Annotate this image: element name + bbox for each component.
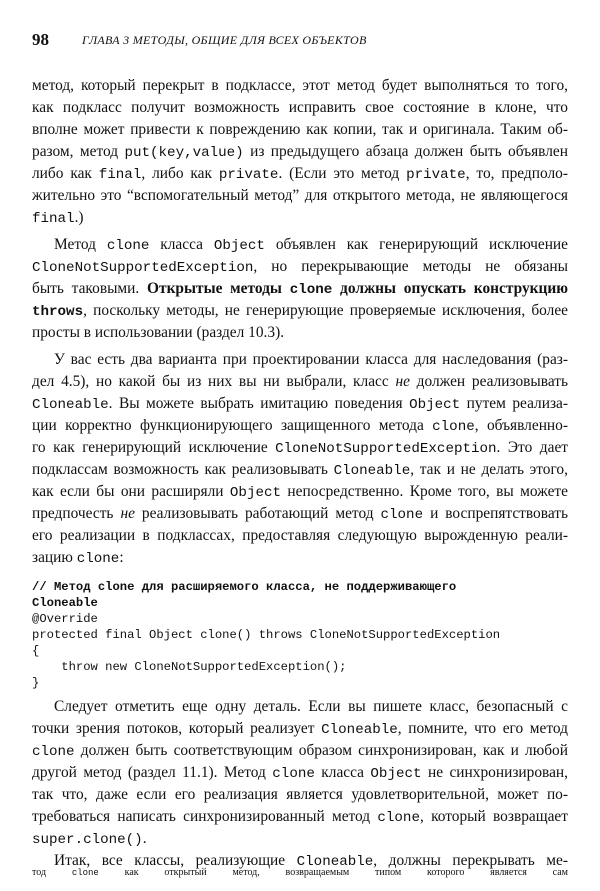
inline-code: super.clone()	[32, 832, 143, 848]
text-line: зацию clone:	[32, 549, 124, 567]
code-line: protected final Object clone() throws CloneNotSupportedException	[32, 628, 501, 642]
inline-code: Object	[229, 485, 282, 501]
text-line: тод clone как открытый метод, возвращаемым типом которого является сам	[32, 867, 568, 878]
text-line: final.)	[32, 209, 84, 227]
text-line: Cloneable. Вы можете выбрать имитацию поведения Object путем реализа-	[32, 395, 568, 413]
text-line: Итак, все классы, реализующие Cloneable, должны перекрывать ме-	[54, 852, 568, 870]
text-line: ции корректно функционирующего защищенного метода clone, объявленно-	[32, 417, 568, 435]
text-line: го как генерирующий исключение CloneNotSupportedException. Это дает	[32, 439, 569, 457]
running-header	[32, 30, 572, 52]
inline-code: clone	[76, 551, 120, 567]
inline-code: clone	[272, 766, 315, 782]
text-line: Следует отметить еще одну деталь. Если вы пишете класс, безопасный с	[54, 698, 568, 715]
inline-code: clone	[289, 282, 333, 298]
text-line: предпочесть не реализовывать работающий метод clone и воспрепятствовать	[32, 505, 568, 523]
text-line: дел 4.5), но какой бы из них вы ни выбрали, класс не должен реализовывать	[32, 373, 569, 390]
text-line: CloneNotSupportedException, но перекрывающие методы не обязаны	[32, 258, 568, 276]
text-line: метод, который перекрыт в подклассе, этот метод будет выполняться то того,	[32, 77, 568, 94]
inline-code: Cloneable	[32, 397, 109, 413]
inline-code: clone	[377, 810, 420, 826]
text-line: throws, поскольку методы, не генерирующие проверяемые исключения, более	[32, 302, 568, 320]
text-line: подклассам возможность как реализовывать Cloneable, так и не делать этого,	[32, 461, 568, 479]
inline-code: clone	[32, 744, 75, 760]
code-comment: Cloneable	[32, 596, 98, 610]
text-line: жительно это “вспомогательный метод” для открытого метода, не являющегося	[32, 187, 568, 204]
inline-code: CloneNotSupportedException	[32, 260, 254, 276]
inline-code: Cloneable	[321, 722, 398, 738]
code-line: throw new CloneNotSupportedException();	[32, 660, 347, 674]
code-line: }	[32, 676, 40, 690]
inline-code: CloneNotSupportedException	[275, 441, 497, 457]
inline-code: Object	[409, 397, 461, 413]
text-line: так что, даже если его реализация является удовлетворительной, может по-	[32, 786, 568, 803]
inline-code: final	[32, 211, 75, 227]
chapter-title: ГЛАВА 3 МЕТОДЫ, ОБЩИЕ ДЛЯ ВСЕХ ОБЪЕКТОВ	[82, 33, 367, 47]
inline-code: Cloneable	[296, 854, 374, 870]
text-line: как подкласс получит возможность исправить свое состояние в клоне, что	[32, 99, 568, 116]
text-line: просты в использовании (раздел 10.3).	[32, 324, 285, 341]
text-line: У вас есть два варианта при проектировании класса для наследования (раз-	[54, 351, 568, 368]
inline-code: private	[406, 167, 466, 183]
text-line: другой метод (раздел 11.1). Метод clone класса Object не синхронизирован,	[32, 764, 569, 782]
page-number: 98	[32, 30, 49, 49]
code-line: @Override	[32, 612, 98, 626]
text-line: точки зрения потоков, который реализует Cloneable, помните, что его метод	[32, 720, 568, 738]
inline-code: Object	[213, 238, 265, 254]
text-line: либо как final, либо как private. (Если это метод private, то, предполо-	[32, 165, 568, 183]
text-line: быть таковыми. Открытые методы clone должны опускать конструкцию	[32, 280, 568, 298]
inline-code: final	[98, 167, 142, 183]
inline-code: put(key,value)	[124, 145, 244, 161]
text-line: как если бы они расширяли Object непосредственно. Кроме того, вы можете	[32, 483, 568, 501]
code-line: {	[32, 644, 40, 658]
inline-code: throws	[32, 304, 84, 320]
text-line: super.clone().	[32, 830, 147, 848]
text-line: Метод clone класса Object объявлен как генерирующий исключение	[54, 236, 568, 254]
inline-code: private	[218, 167, 279, 183]
inline-code: clone	[432, 419, 475, 435]
inline-code: Object	[370, 766, 422, 782]
text-line: требоваться написать синхронизированный метод clone, который возвращает	[32, 808, 568, 826]
text-line: его реализации в подклассах, предоставляя следующую вырожденную реали-	[32, 527, 568, 544]
inline-code: clone	[106, 238, 150, 254]
inline-code: clone	[71, 868, 99, 878]
code-comment: // Метод clone для расширяемого класса, не поддерживающего	[32, 580, 457, 594]
inline-code: Cloneable	[333, 463, 411, 479]
text-line: вполне может привести к повреждению как копии, так и оригинала. Таким об-	[32, 121, 568, 138]
text-line: clone должен быть соответствующим образом синхронизирован, как и любой	[32, 742, 568, 760]
inline-code: clone	[380, 507, 424, 523]
text-line: разом, метод put(key,value) из предыдущего абзаца должен быть объявлен	[32, 143, 568, 161]
